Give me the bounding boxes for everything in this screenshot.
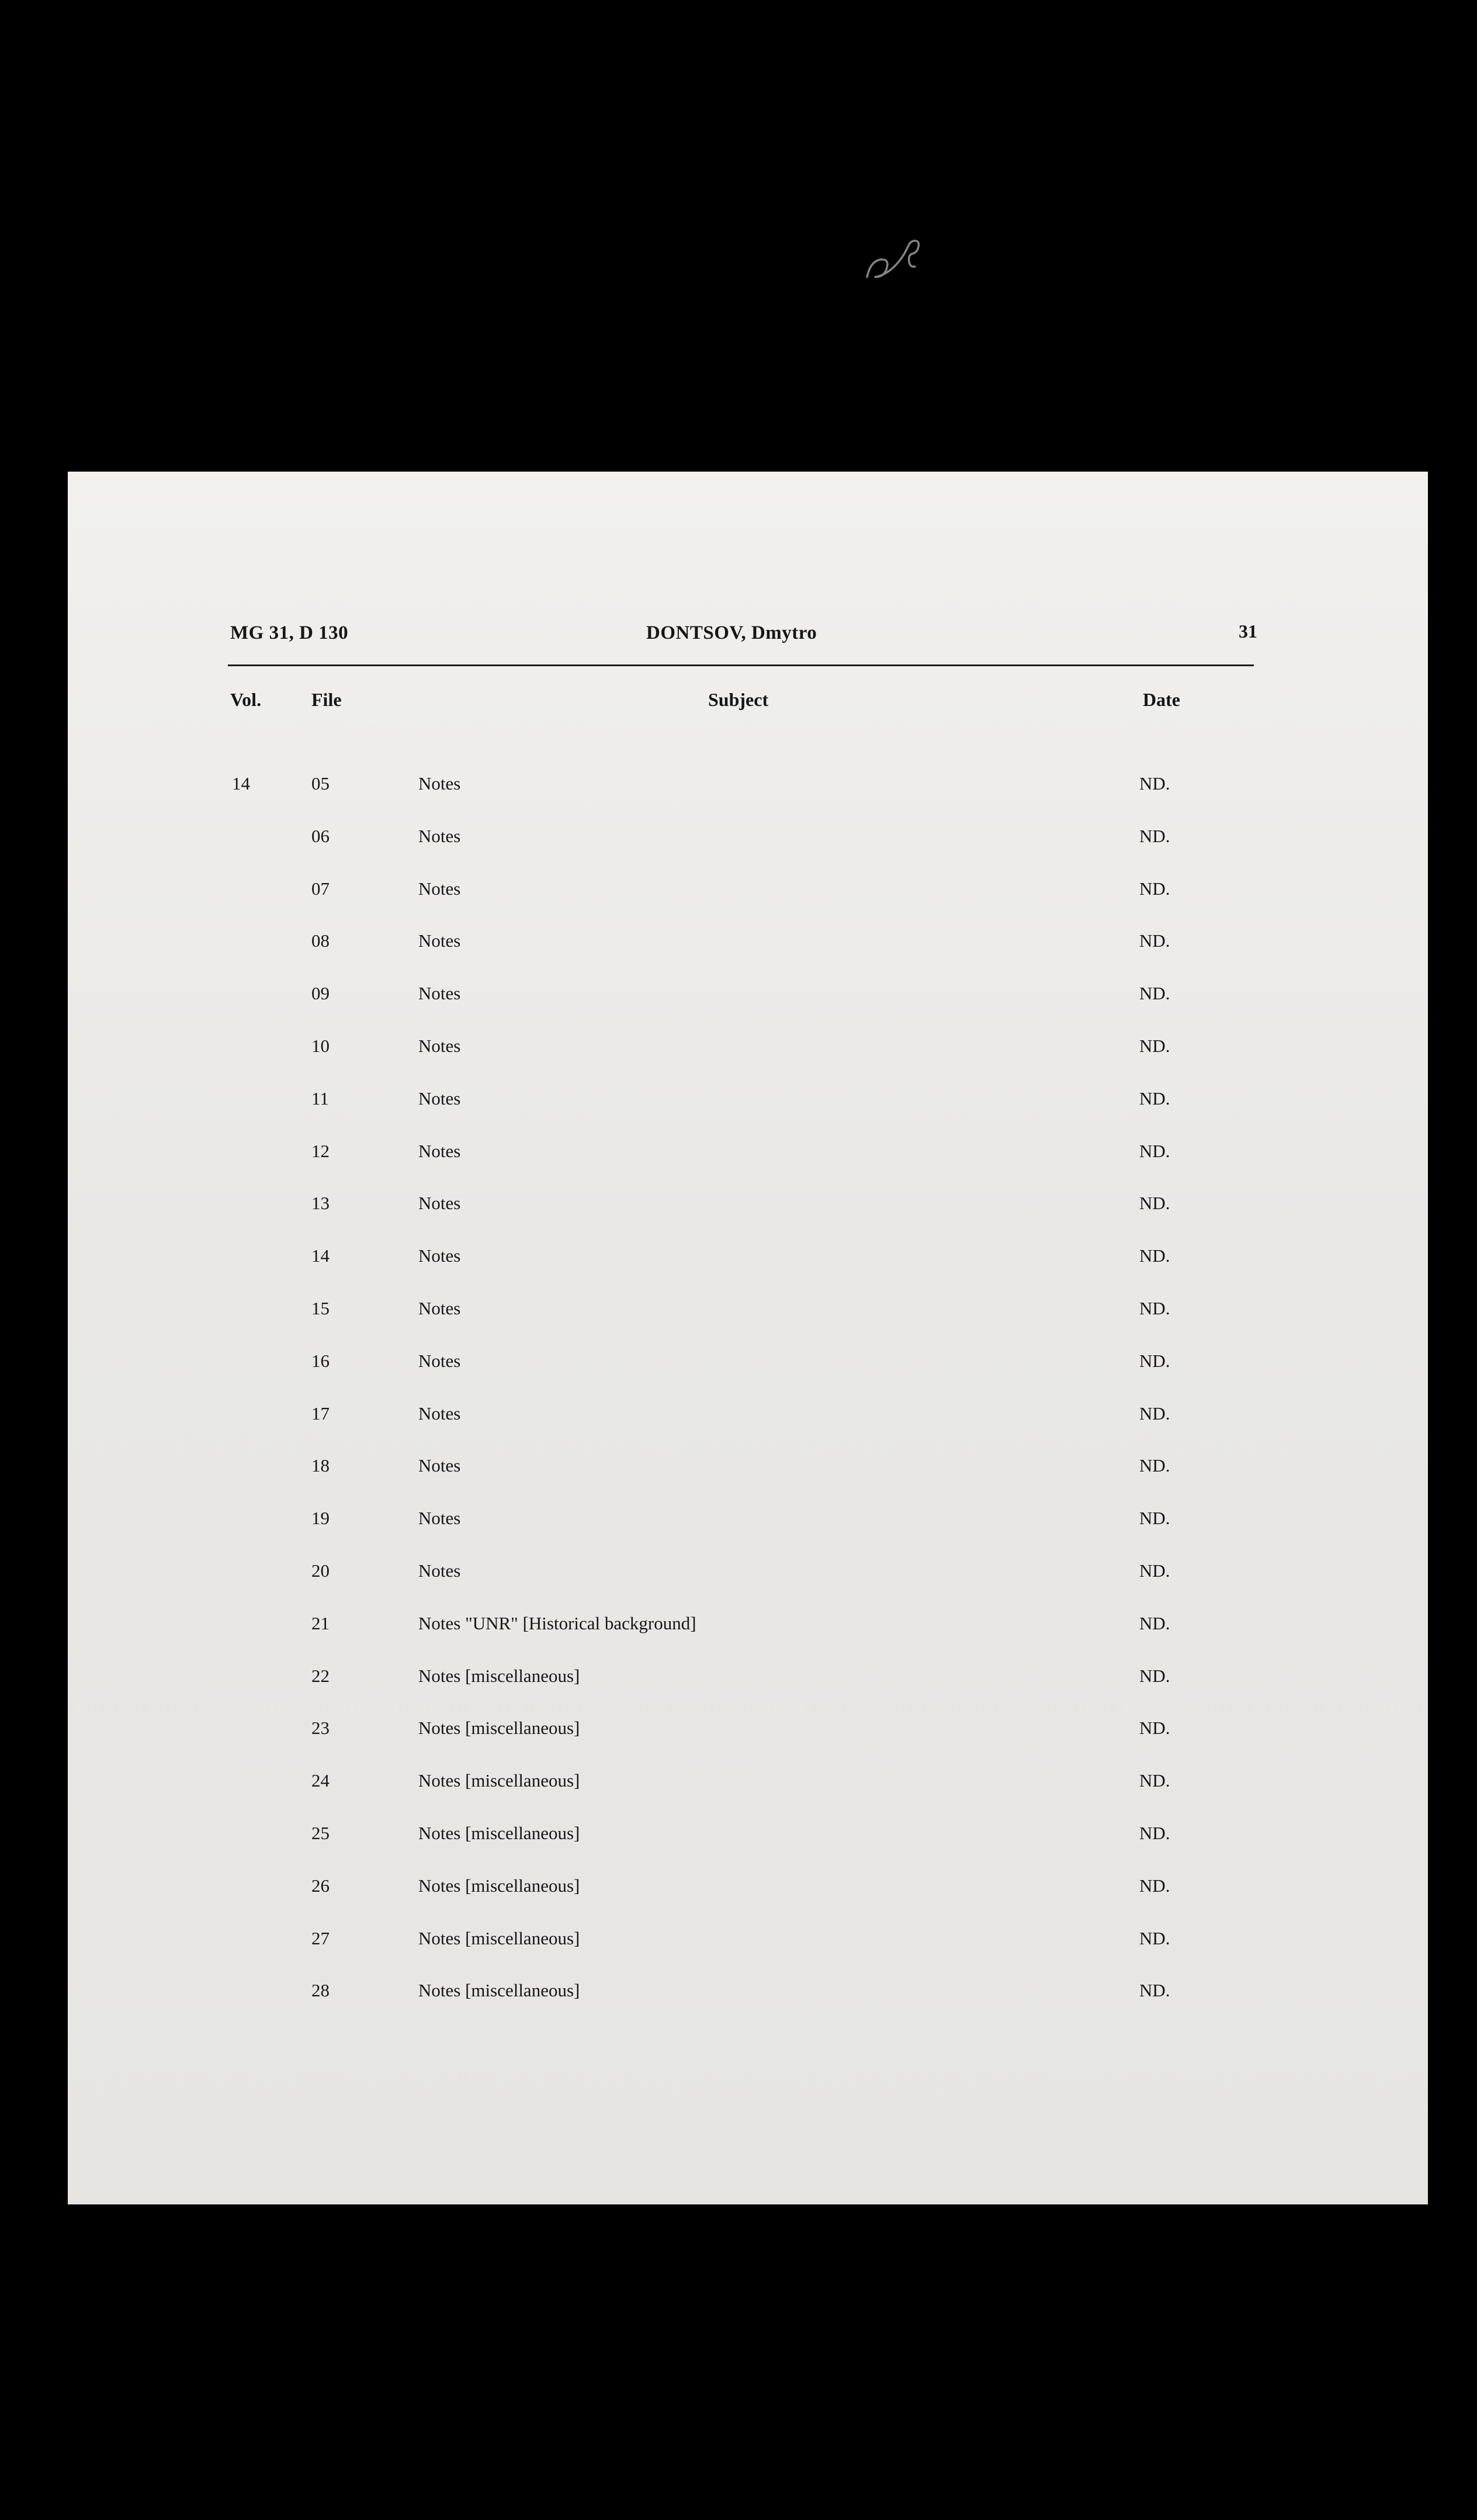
table-row (68, 1969, 1428, 2022)
date-cell: ND. (1139, 1035, 1170, 1056)
table-row (68, 1393, 1428, 1445)
date-cell: ND. (1139, 1770, 1170, 1791)
vol-cell: 14 (232, 773, 250, 794)
file-cell: 16 (311, 1350, 330, 1371)
subject-cell: Notes [miscellaneous] (418, 1665, 580, 1686)
table-row (68, 1078, 1428, 1130)
column-header-vol: Vol. (230, 689, 262, 710)
subject-cell: Notes (418, 1297, 461, 1318)
date-cell: ND. (1139, 1140, 1170, 1161)
table-row (68, 1865, 1428, 1917)
table-row (68, 1812, 1428, 1865)
subject-cell: Notes [miscellaneous] (418, 1875, 580, 1896)
subject-cell: Notes (418, 930, 461, 951)
date-cell: ND. (1139, 1665, 1170, 1686)
subject-cell: Notes [miscellaneous] (418, 1770, 580, 1791)
table-row (68, 1182, 1428, 1235)
date-cell: ND. (1139, 1350, 1170, 1371)
table-row (68, 1602, 1428, 1655)
file-cell: 08 (311, 930, 330, 951)
file-cell: 09 (311, 983, 330, 1004)
subject-cell: Notes (418, 1560, 461, 1581)
column-header-date: Date (1143, 689, 1180, 710)
subject-cell: Notes (418, 983, 461, 1004)
file-cell: 27 (311, 1927, 330, 1948)
file-cell: 15 (311, 1297, 330, 1318)
date-cell: ND. (1139, 1822, 1170, 1843)
subject-cell: Notes (418, 1035, 461, 1056)
date-cell: ND. (1139, 1297, 1170, 1318)
file-cell: 11 (311, 1088, 329, 1109)
table-row (68, 815, 1428, 868)
file-cell: 24 (311, 1770, 330, 1791)
date-cell: ND. (1139, 1193, 1170, 1214)
file-cell: 28 (311, 1980, 330, 2001)
table-row (68, 1917, 1428, 1970)
table-row (68, 920, 1428, 972)
date-cell: ND. (1139, 1455, 1170, 1476)
table-row (68, 1235, 1428, 1287)
subject-cell: Notes (418, 878, 461, 899)
date-cell: ND. (1139, 1088, 1170, 1109)
table-row (68, 1340, 1428, 1393)
document-page (68, 472, 1428, 2204)
subject-cell: Notes [miscellaneous] (418, 1718, 580, 1739)
file-cell: 26 (311, 1875, 330, 1896)
file-cell: 06 (311, 825, 330, 846)
subject-cell: Notes (418, 1455, 461, 1476)
file-list (68, 763, 1428, 2022)
page-number: 31 (1239, 621, 1257, 642)
column-header-file: File (311, 689, 342, 710)
file-cell: 17 (311, 1403, 330, 1424)
subject-cell: Notes (418, 825, 461, 846)
subject-cell: Notes (418, 1403, 461, 1424)
table-row (68, 1550, 1428, 1602)
table-row (68, 1445, 1428, 1497)
subject-cell: Notes (418, 1245, 461, 1266)
table-row (68, 1025, 1428, 1078)
page-title: DONTSOV, Dmytro (646, 622, 817, 643)
date-cell: ND. (1139, 983, 1170, 1004)
subject-cell: Notes [miscellaneous] (418, 1980, 580, 2001)
file-cell: 19 (311, 1508, 330, 1529)
file-cell: 20 (311, 1560, 330, 1581)
subject-cell: Notes (418, 1508, 461, 1529)
table-row (68, 868, 1428, 920)
date-cell: ND. (1139, 825, 1170, 846)
file-cell: 22 (311, 1665, 330, 1686)
subject-cell: Notes "UNR" [Historical background] (418, 1612, 696, 1633)
file-cell: 18 (311, 1455, 330, 1476)
subject-cell: Notes (418, 1193, 461, 1214)
header-rule (228, 664, 1254, 666)
table-row (68, 1655, 1428, 1708)
date-cell: ND. (1139, 1927, 1170, 1948)
table-row (68, 763, 1428, 815)
date-cell: ND. (1139, 1508, 1170, 1529)
subject-cell: Notes [miscellaneous] (418, 1927, 580, 1948)
date-cell: ND. (1139, 1403, 1170, 1424)
date-cell: ND. (1139, 1245, 1170, 1266)
file-cell: 23 (311, 1718, 330, 1739)
date-cell: ND. (1139, 930, 1170, 951)
table-row (68, 1287, 1428, 1340)
file-cell: 07 (311, 878, 330, 899)
subject-cell: Notes (418, 1140, 461, 1161)
subject-cell: Notes (418, 1088, 461, 1109)
date-cell: ND. (1139, 1718, 1170, 1739)
subject-cell: Notes [miscellaneous] (418, 1822, 580, 1843)
file-cell: 21 (311, 1612, 330, 1633)
file-cell: 25 (311, 1822, 330, 1843)
date-cell: ND. (1139, 773, 1170, 794)
file-cell: 13 (311, 1193, 330, 1214)
table-row (68, 1707, 1428, 1760)
date-cell: ND. (1139, 878, 1170, 899)
collection-reference: MG 31, D 130 (230, 622, 349, 643)
handwritten-mark-icon (859, 234, 946, 289)
table-row (68, 1497, 1428, 1550)
date-cell: ND. (1139, 1560, 1170, 1581)
table-row (68, 1130, 1428, 1183)
file-cell: 14 (311, 1245, 330, 1266)
column-header-subject: Subject (708, 689, 769, 710)
date-cell: ND. (1139, 1980, 1170, 2001)
table-row (68, 1760, 1428, 1812)
subject-cell: Notes (418, 773, 461, 794)
subject-cell: Notes (418, 1350, 461, 1371)
file-cell: 10 (311, 1035, 330, 1056)
date-cell: ND. (1139, 1612, 1170, 1633)
table-row (68, 972, 1428, 1025)
date-cell: ND. (1139, 1875, 1170, 1896)
file-cell: 05 (311, 773, 330, 794)
file-cell: 12 (311, 1140, 330, 1161)
